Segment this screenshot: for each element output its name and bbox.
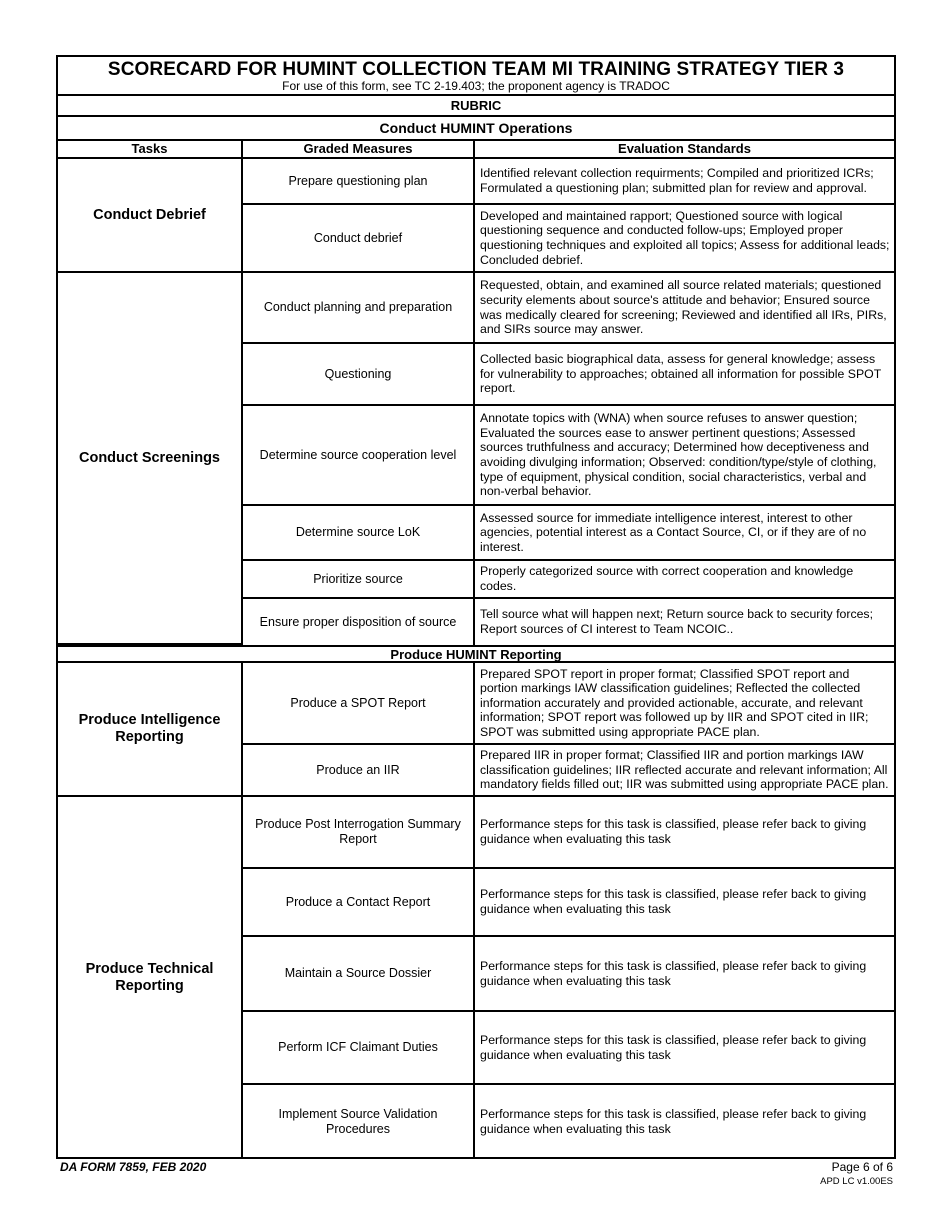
measure-cell: Maintain a Source Dossier <box>243 937 475 1012</box>
task-produce-technical-reporting: Produce Technical Reporting <box>58 797 243 1159</box>
standard-cell: Prepared SPOT report in proper format; Classified SPOT report and portion markings IAW classification guidelines; Reflected the collected information accurately and provided actionable, accurate, and relevant information; SPOT report was followed up by IIR and SPOT cited in IIR; SPOT was submitted using appropriate PACE plan. <box>475 663 894 745</box>
measure-cell: Ensure proper disposition of source <box>243 599 475 645</box>
measure-cell: Produce an IIR <box>243 745 475 797</box>
standard-cell: Prepared IIR in proper format; Classified IIR and portion markings IAW classification guidelines; IIR reflected accurate and relevant information; All mandatory fields filled out; IIR was submitted using appropriate PACE plan. <box>475 745 894 797</box>
measure-cell: Perform ICF Claimant Duties <box>243 1012 475 1085</box>
standard-cell: Annotate topics with (WNA) when source refuses to answer question; Evaluated the sources ease to answer pertinent questions; Assessed sources truthfulness and accuracy; Determined how deceptiveness and avoiding divulging information; Observed: condition/type/style of clothing, type of equipment, physical condition, social characteristics, verbal and non-verbal behavior. <box>475 406 894 506</box>
rubric-label: RUBRIC <box>58 96 894 117</box>
page-number: Page 6 of 6 <box>831 1160 893 1174</box>
section-title-reporting: Produce HUMINT Reporting <box>58 645 894 663</box>
standard-cell: Developed and maintained rapport; Questioned source with logical questioning sequence and conducted follow-ups; Employed proper questioning techniques and exploited all topics; Assess for additional leads; Concluded debrief. <box>475 205 894 273</box>
standard-cell: Performance steps for this task is classified, please refer back to giving guidance when evaluating this task <box>475 1012 894 1085</box>
standard-cell: Requested, obtain, and examined all source related materials; questioned security elements about source's attitude and behavior; Ensured source was medically cleared for screening; Reviewed and identified all IRs, PIRs, and SIRs source may answer. <box>475 273 894 344</box>
measure-cell: Prepare questioning plan <box>243 159 475 205</box>
column-header-graded-measures: Graded Measures <box>243 141 475 157</box>
measure-cell: Conduct planning and preparation <box>243 273 475 344</box>
column-header-row <box>58 141 894 159</box>
standard-cell: Performance steps for this task is classified, please refer back to giving guidance when evaluating this task <box>475 869 894 937</box>
standard-cell: Assessed source for immediate intelligence interest, interest to other agencies, potential interest as a Contact Source, CI, or if they are of no interest. <box>475 506 894 561</box>
measure-cell: Conduct debrief <box>243 205 475 273</box>
standard-cell: Performance steps for this task is classified, please refer back to giving guidance when evaluating this task <box>475 797 894 869</box>
column-header-evaluation-standards: Evaluation Standards <box>618 141 751 156</box>
measure-cell: Determine source cooperation level <box>243 406 475 506</box>
standard-cell: Performance steps for this task is classified, please refer back to giving guidance when evaluating this task <box>475 937 894 1012</box>
task-conduct-screenings: Conduct Screenings <box>58 273 243 645</box>
task-conduct-debrief: Conduct Debrief <box>58 159 243 273</box>
measure-cell: Produce Post Interrogation Summary Report <box>243 797 475 869</box>
measure-cell: Determine source LoK <box>243 506 475 561</box>
measure-cell: Produce a SPOT Report <box>243 663 475 745</box>
measure-cell: Prioritize source <box>243 561 475 599</box>
task-produce-intelligence-reporting: Produce Intelligence Reporting <box>58 663 243 797</box>
column-header-tasks: Tasks <box>58 141 243 157</box>
standard-cell: Identified relevant collection requirments; Compiled and prioritized ICRs; Formulated a questioning plan; submitted plan for review and approval. <box>475 159 894 205</box>
standard-cell: Tell source what will happen next; Return source back to security forces; Report sources of CI interest to Team NCOIC.. <box>480 607 874 636</box>
form-identifier: DA FORM 7859, FEB 2020 <box>60 1160 207 1174</box>
measure-cell: Questioning <box>243 344 475 406</box>
scorecard-form <box>56 55 896 1159</box>
measure-cell: Implement Source Validation Procedures <box>243 1085 475 1159</box>
title-block <box>58 57 894 96</box>
section-title-operations: Conduct HUMINT Operations <box>58 117 894 141</box>
measure-cell: Produce a Contact Report <box>243 869 475 937</box>
standard-cell: Collected basic biographical data, assess for general knowledge; assess for vulnerability to approaches; obtained all information for possible SPOT report. <box>475 344 894 406</box>
form-subtitle: For use of this form, see TC 2-19.403; the proponent agency is TRADOC <box>282 79 670 93</box>
standard-cell: Properly categorized source with correct cooperation and knowledge codes. <box>475 561 894 599</box>
standard-cell: Performance steps for this task is classified, please refer back to giving guidance when evaluating this task <box>480 1107 867 1136</box>
version-label: APD LC v1.00ES <box>820 1176 893 1187</box>
form-title: SCORECARD FOR HUMINT COLLECTION TEAM MI TRAINING STRATEGY TIER 3 <box>107 59 845 80</box>
